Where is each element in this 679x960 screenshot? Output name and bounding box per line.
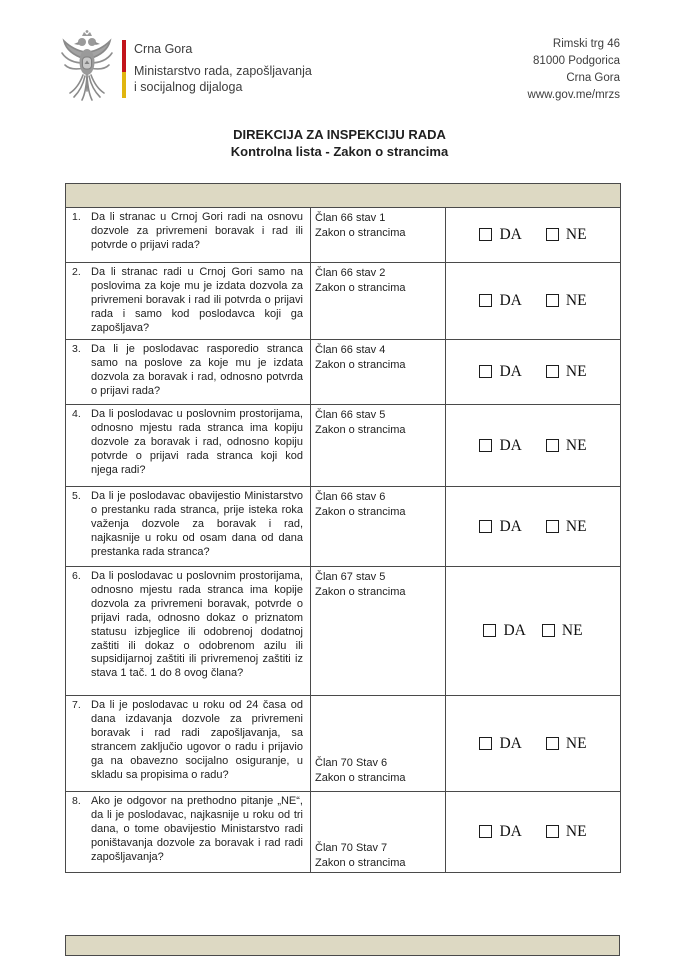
table-row [66,487,621,567]
question-text: Da li poslodavac u poslovnim prostorijama, odnosno mjestu rada stranca ima kopiju dozvole za boravak i rad, odnosno kopiju potvrde o prijavi rada stranca koji kod njega radi? [91,408,303,476]
ne-checkbox[interactable] [542,624,555,637]
ministry-name-line1: Ministarstvo rada, zapošljavanja [134,64,312,78]
ne-label: NE [561,622,583,639]
da-label: DA [499,363,522,380]
ne-checkbox-group[interactable] [546,735,587,753]
legal-reference [311,696,446,792]
address-country: Crna Gora [566,72,620,84]
document-title [0,127,679,160]
ne-checkbox[interactable] [546,365,559,378]
ne-label: NE [565,436,587,454]
legal-reference [311,340,446,405]
table-row [66,340,621,405]
website-url: www.gov.me/mrzs [527,89,620,101]
question-number: 4. [72,408,81,420]
da-label: DA [499,436,522,454]
question-text: Da li stranac u Crnoj Gori radi na osnovu dozvole za privremeni boravak i rad ili potvrde o prijavi rada? [91,211,303,251]
title-line1: DIREKCIJA ZA INSPEKCIJU RADA [233,127,446,142]
reference-article: Član 67 stav 5 [315,571,386,583]
da-checkbox[interactable] [479,737,492,750]
ne-checkbox[interactable] [546,439,559,452]
da-checkbox-group[interactable] [483,622,525,640]
ministry-name-line2: i socijalnog dijaloga [134,80,243,94]
table-row [66,792,621,873]
question-number: 1. [72,211,81,223]
ne-checkbox-group[interactable] [546,363,587,381]
table-row [66,567,621,696]
question-text: Da li poslodavac u poslovnim prostorijama, odnosno mjestu rada stranca ima kopije dozvola za privremeni boravak, potvrde o prijavi rada, odnosno dokaz o priznatom statusu izbjeglice ili odobrenoj dodatnoj zaštiti ili dokaz o odobrenom azilu ili supsidijarnoj zaštiti ili privremenoj zaštiti iz stava 1 tač. 1 do 8 ovog člana? [91,570,303,680]
table-row [66,263,621,340]
da-label: DA [503,622,526,639]
question-number: 5. [72,490,81,502]
reference-article: Član 66 stav 4 [315,344,386,356]
reference-law: Zakon o strancima [315,358,406,371]
da-checkbox[interactable] [483,624,496,637]
flag-divider [122,40,126,98]
question-text: Da li je poslodavac rasporedio stranca samo na poslove za koje mu je izdata dozvola za boravak i rad, odnosno potvrda o prijavi rada? [91,343,303,397]
reference-law: Zakon o strancima [315,281,406,294]
letterhead [58,28,620,104]
ne-checkbox-group[interactable] [546,226,587,244]
question-number: 8. [72,795,81,807]
legal-reference [311,792,446,873]
question-number: 6. [72,570,81,582]
da-checkbox[interactable] [479,439,492,452]
legal-reference [311,263,446,340]
ministry-brand [58,28,312,104]
ne-label: NE [565,292,587,309]
ne-checkbox[interactable] [546,825,559,838]
da-label: DA [499,226,522,243]
legal-reference [311,567,446,696]
table-row [66,405,621,487]
reference-law: Zakon o strancima [315,585,406,598]
da-label: DA [499,292,522,309]
answer-cell [446,696,621,792]
ne-checkbox[interactable] [546,520,559,533]
da-checkbox[interactable] [479,228,492,241]
address-street: Rimski trg 46 [552,38,620,50]
reference-law: Zakon o strancima [315,856,406,869]
ne-checkbox-group[interactable] [546,292,587,310]
question-text: Ako je odgovor na prethodno pitanje „NE“, da li je poslodavac, najkasnije u roku od tri dana, o tome obavijestio Ministarstvo radi poništavanja dozvole za boravak i rad radi zapošljavanja? [91,795,303,863]
reference-article: Član 66 stav 2 [315,267,386,279]
da-checkbox-group[interactable] [479,518,521,536]
da-checkbox-group[interactable] [479,437,521,455]
da-label: DA [499,734,522,752]
reference-article: Član 66 stav 5 [315,409,386,421]
ne-checkbox[interactable] [546,737,559,750]
next-page-header-band [65,935,620,956]
reference-law: Zakon o strancima [315,771,406,784]
reference-law: Zakon o strancima [315,505,406,518]
ne-label: NE [565,734,587,752]
question-number: 3. [72,343,81,355]
reference-article: Član 66 stav 6 [315,491,386,503]
ne-checkbox[interactable] [546,294,559,307]
answer-cell [446,487,621,567]
montenegro-coat-of-arms-icon [58,29,116,103]
ministry-name-block [134,42,312,95]
title-line2: Kontrolna lista - Zakon o strancima [230,143,449,159]
answer-cell [446,567,621,696]
address-city: 81000 Podgorica [533,55,620,67]
ne-label: NE [565,517,587,535]
answer-cell [446,405,621,487]
question-number: 7. [72,699,81,711]
da-checkbox-group[interactable] [479,226,521,244]
question-number: 2. [72,266,81,278]
reference-article: Član 70 Stav 7 [315,842,388,854]
table-header-band [66,184,621,208]
da-checkbox-group[interactable] [479,735,521,753]
ne-checkbox-group[interactable] [546,437,587,455]
da-checkbox-group[interactable] [479,823,521,841]
da-checkbox-group[interactable] [479,363,521,381]
answer-cell [446,340,621,405]
checklist-table [65,183,621,873]
question-text: Da li stranac radi u Crnoj Gori samo na poslovima za koje mu je izdata dozvola za privremeni boravak i rad ili potvrda o prijavi rada i samo kod poslodavca koji ga zapošljava? [91,266,303,334]
reference-article: Član 66 stav 1 [315,212,386,224]
ne-checkbox-group[interactable] [546,823,587,841]
table-row [66,696,621,792]
legal-reference [311,487,446,567]
country-name: Crna Gora [134,42,193,56]
ne-label: NE [565,363,587,380]
reference-law: Zakon o strancima [315,226,406,239]
table-header-row [66,184,621,208]
da-checkbox[interactable] [479,520,492,533]
answer-cell [446,263,621,340]
answer-cell [446,208,621,263]
legal-reference [311,208,446,263]
reference-law: Zakon o strancima [315,423,406,436]
reference-article: Član 70 Stav 6 [315,757,388,769]
table-row [66,208,621,263]
question-text: Da li je poslodavac obavijestio Ministarstvo o prestanku rada stranca, prije isteka roka važenja dozvole za boravak i rad, najkasnije u roku od osam dana od dana prestanka rada stranca? [91,490,303,558]
da-checkbox[interactable] [479,365,492,378]
ne-label: NE [565,226,587,243]
da-label: DA [499,823,522,840]
da-checkbox[interactable] [479,294,492,307]
ne-label: NE [565,823,587,840]
answer-cell [446,792,621,873]
da-checkbox-group[interactable] [479,292,521,310]
da-label: DA [499,517,522,535]
da-checkbox[interactable] [479,825,492,838]
address-block [528,36,620,104]
ne-checkbox[interactable] [546,228,559,241]
question-text: Da li je poslodavac u roku od 24 časa od dana izdavanja dozvole za privremeni boravak i rad radi zapošljavanja, sa strancem zaključio ugovor o radu i prijavio ga na obavezno socijalno osiguranje, u skladu sa propisima o radu? [91,699,303,781]
ne-checkbox-group[interactable] [542,622,583,640]
ne-checkbox-group[interactable] [546,518,587,536]
legal-reference [311,405,446,487]
